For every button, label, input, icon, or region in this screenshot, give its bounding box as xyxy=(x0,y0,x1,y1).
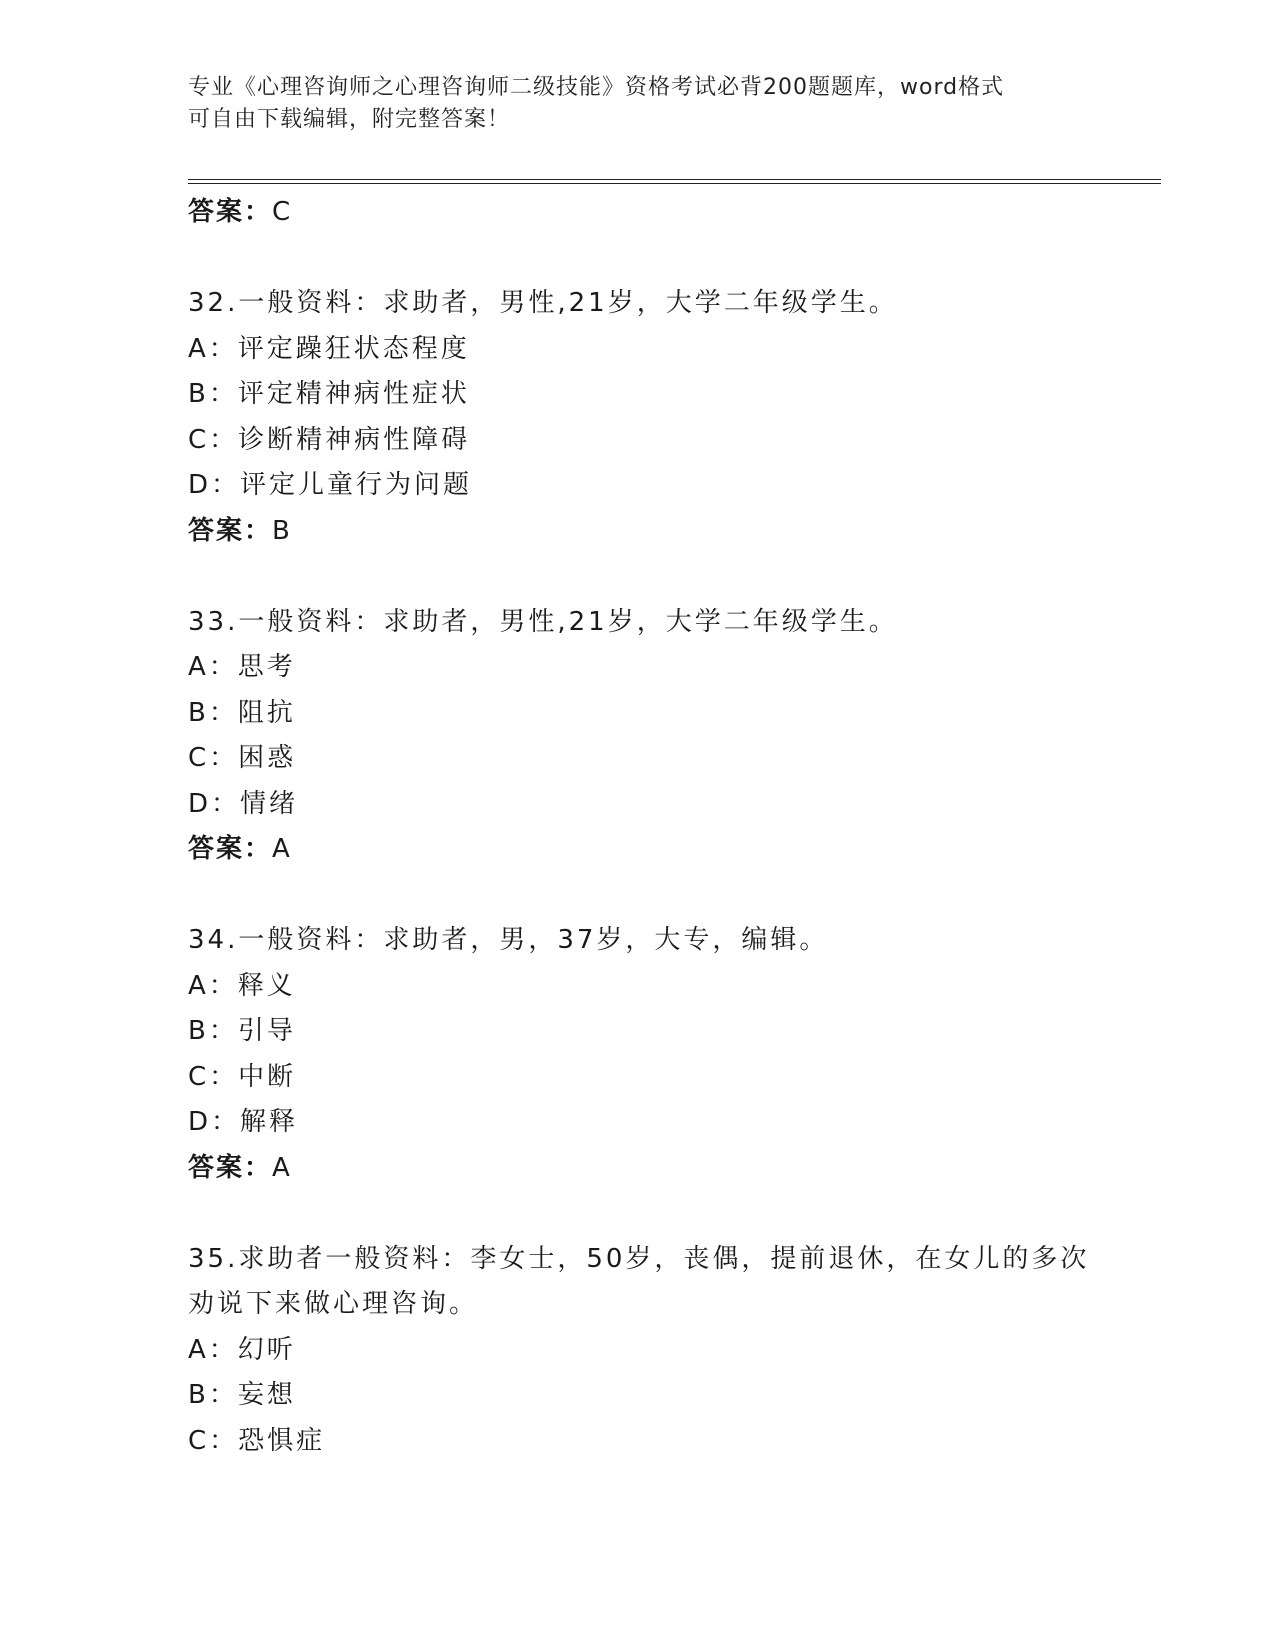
answer-label: 答案： xyxy=(188,197,273,227)
option-item: A：思考 xyxy=(188,652,296,682)
header-divider-bottom xyxy=(188,183,1161,184)
answer-value: B xyxy=(272,515,292,546)
option-item: B：引导 xyxy=(188,1016,296,1046)
question-stem: 劝说下来做心理咨询。 xyxy=(188,1289,479,1319)
question-list xyxy=(188,190,1088,1464)
answer-label: 答案： xyxy=(188,834,273,864)
option-item: A：释义 xyxy=(188,970,296,1001)
spacer xyxy=(188,873,1088,919)
option-item: D：情绪 xyxy=(188,788,299,819)
answer-value: A xyxy=(272,834,292,864)
option-item: C：诊断精神病性障碍 xyxy=(188,424,471,455)
answer-label: 答案： xyxy=(188,515,273,546)
option-item: C：困惑 xyxy=(188,743,297,773)
answer-line xyxy=(188,190,1088,236)
spacer xyxy=(188,236,1088,282)
answer-value: A xyxy=(272,1152,292,1183)
option-item: C：中断 xyxy=(188,1061,297,1092)
answer-line xyxy=(188,509,1088,555)
option-item: A：幻听 xyxy=(188,1334,296,1365)
question-stem: 33.一般资料：求助者，男性,21岁，大学二年级学生。 xyxy=(188,606,898,637)
answer-label: 答案： xyxy=(188,1152,273,1183)
question-block xyxy=(188,600,1088,919)
question-stem: 32.一般资料：求助者，男性,21岁，大学二年级学生。 xyxy=(188,288,898,318)
question-block xyxy=(188,918,1088,1237)
option-item: B：评定精神病性症状 xyxy=(188,379,470,409)
option-item: D：评定儿童行为问题 xyxy=(188,470,473,500)
option-item: D：解释 xyxy=(188,1107,299,1137)
question-stem: 35.求助者一般资料：李女士，50岁，丧偶，提前退休，在女儿的多次 xyxy=(188,1243,1090,1274)
answer-value: C xyxy=(272,197,293,227)
question-block xyxy=(188,281,1088,600)
header-line-2: 可自由下载编辑，附完整答案！ xyxy=(188,107,511,132)
question-stem: 34.一般资料：求助者，男，37岁，大专，编辑。 xyxy=(188,925,829,955)
header-line-1: 专业《心理咨询师之心理咨询师二级技能》资格考试必背200题题库，word格式 xyxy=(188,75,1005,100)
spacer xyxy=(188,1191,1088,1237)
document-header xyxy=(188,72,1068,136)
spacer xyxy=(188,554,1088,600)
answer-line xyxy=(188,1146,1088,1192)
header-divider-top xyxy=(188,179,1161,180)
answer-line xyxy=(188,827,1088,873)
option-item: B：妄想 xyxy=(188,1380,296,1410)
option-item: A：评定躁狂状态程度 xyxy=(188,333,470,364)
option-item: C：恐惧症 xyxy=(188,1425,326,1456)
question-block xyxy=(188,1237,1088,1465)
option-item: B：阻抗 xyxy=(188,697,296,728)
